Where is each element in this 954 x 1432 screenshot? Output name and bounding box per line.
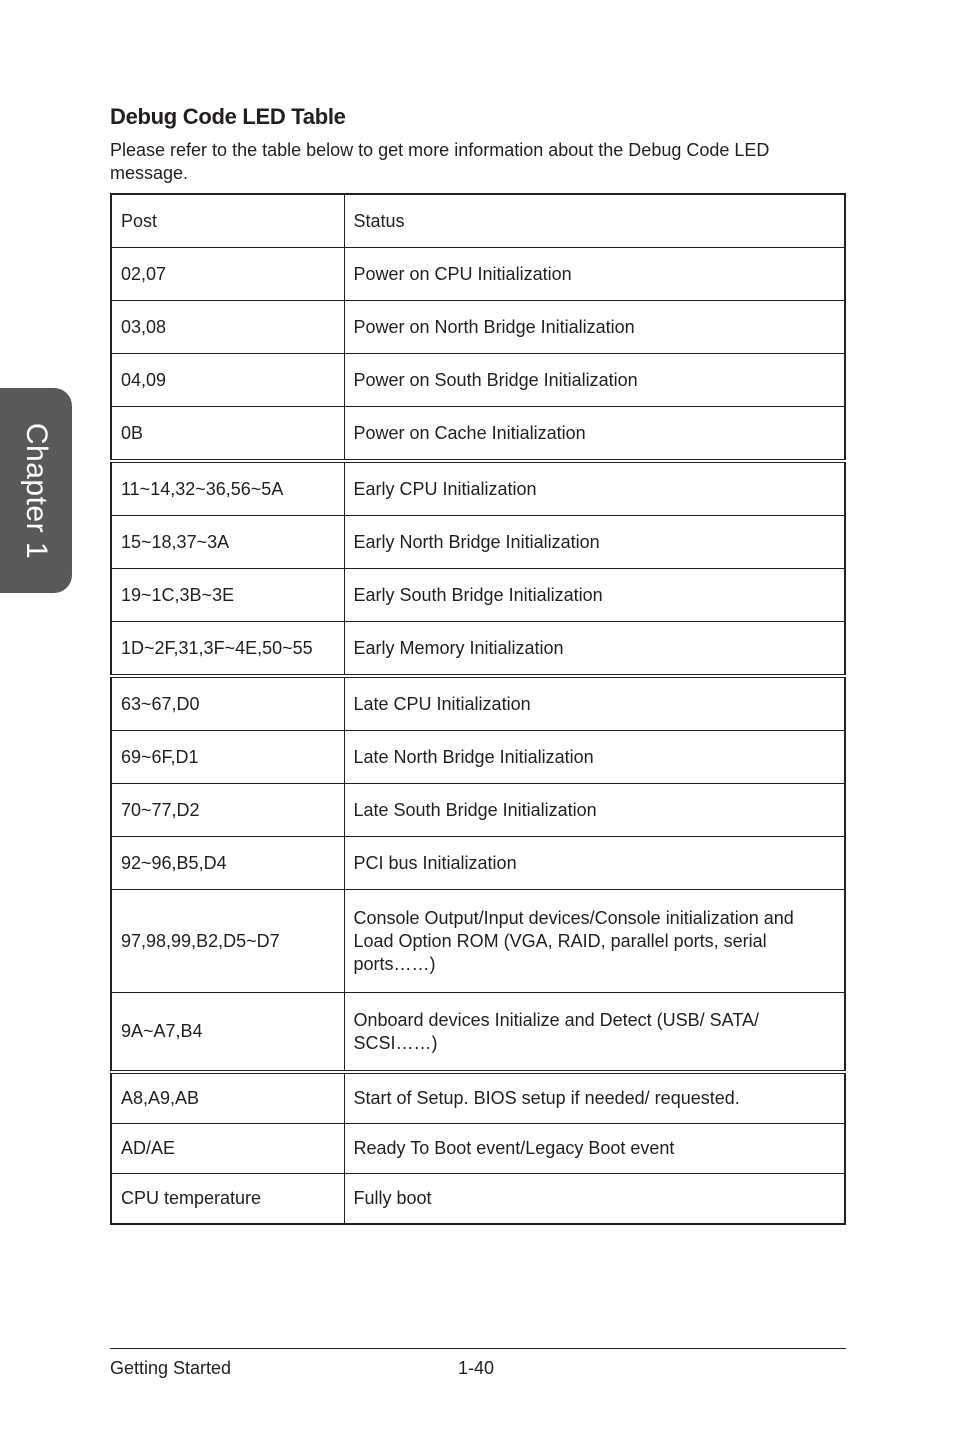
table-row	[111, 890, 845, 993]
table-row	[111, 993, 845, 1073]
status-cell: Early North Bridge Initialization	[344, 516, 845, 569]
table-header-row	[111, 194, 845, 248]
table-row	[111, 248, 845, 301]
table-row	[111, 569, 845, 622]
post-cell: 1D~2F,31,3F~4E,50~55	[111, 622, 344, 677]
status-cell: Early Memory Initialization	[344, 622, 845, 677]
status-cell: Late South Bridge Initialization	[344, 784, 845, 837]
post-cell: 04,09	[111, 354, 344, 407]
table-row	[111, 837, 845, 890]
table-row	[111, 407, 845, 462]
footer-section: Getting Started	[110, 1358, 232, 1378]
post-cell: 02,07	[111, 248, 344, 301]
post-cell: AD/AE	[111, 1124, 344, 1174]
status-cell: Console Output/Input devices/Console initialization and Load Option ROM (VGA, RAID, parallel ports, serial ports……)	[344, 890, 845, 993]
post-cell: 15~18,37~3A	[111, 516, 344, 569]
debug-code-table	[110, 193, 846, 1225]
status-cell: Power on CPU Initialization	[344, 248, 845, 301]
status-cell: PCI bus Initialization	[344, 837, 845, 890]
post-cell: 19~1C,3B~3E	[111, 569, 344, 622]
table-row	[111, 731, 845, 784]
status-cell: Late North Bridge Initialization	[344, 731, 845, 784]
table-row	[111, 301, 845, 354]
status-cell: Fully boot	[344, 1174, 845, 1225]
post-cell: A8,A9,AB	[111, 1072, 344, 1124]
post-cell: 03,08	[111, 301, 344, 354]
status-cell: Ready To Boot event/Legacy Boot event	[344, 1124, 845, 1174]
table-row	[111, 622, 845, 677]
post-cell: 92~96,B5,D4	[111, 837, 344, 890]
status-cell: Power on North Bridge Initialization	[344, 301, 845, 354]
status-cell: Power on Cache Initialization	[344, 407, 845, 462]
table-row	[111, 461, 845, 516]
footer-divider	[110, 1348, 846, 1349]
page-number: 1-40	[458, 1358, 495, 1378]
status-cell: Power on South Bridge Initialization	[344, 354, 845, 407]
status-cell: Start of Setup. BIOS setup if needed/ requested.	[344, 1072, 845, 1124]
table-row	[111, 354, 845, 407]
header-status: Status	[344, 194, 845, 248]
chapter-tab-label: Chapter 1	[20, 422, 53, 559]
post-cell: CPU temperature	[111, 1174, 344, 1225]
page-title: Debug Code LED Table	[110, 104, 346, 129]
post-cell: 97,98,99,B2,D5~D7	[111, 890, 344, 993]
table-row	[111, 784, 845, 837]
table-row	[111, 1072, 845, 1124]
post-cell: 70~77,D2	[111, 784, 344, 837]
chapter-tab	[0, 388, 72, 593]
intro-text: Please refer to the table below to get more information about the Debug Code LED message.	[110, 140, 770, 183]
table-row	[111, 1124, 845, 1174]
table-row	[111, 1174, 845, 1225]
status-cell: Early CPU Initialization	[344, 461, 845, 516]
table-row	[111, 676, 845, 731]
status-cell: Early South Bridge Initialization	[344, 569, 845, 622]
post-cell: 63~67,D0	[111, 676, 344, 731]
table-row	[111, 516, 845, 569]
post-cell: 11~14,32~36,56~5A	[111, 461, 344, 516]
status-cell: Late CPU Initialization	[344, 676, 845, 731]
status-cell: Onboard devices Initialize and Detect (USB/ SATA/ SCSI……)	[344, 993, 845, 1073]
post-cell: 9A~A7,B4	[111, 993, 344, 1073]
post-cell: 69~6F,D1	[111, 731, 344, 784]
post-cell: 0B	[111, 407, 344, 462]
header-post: Post	[111, 194, 344, 248]
